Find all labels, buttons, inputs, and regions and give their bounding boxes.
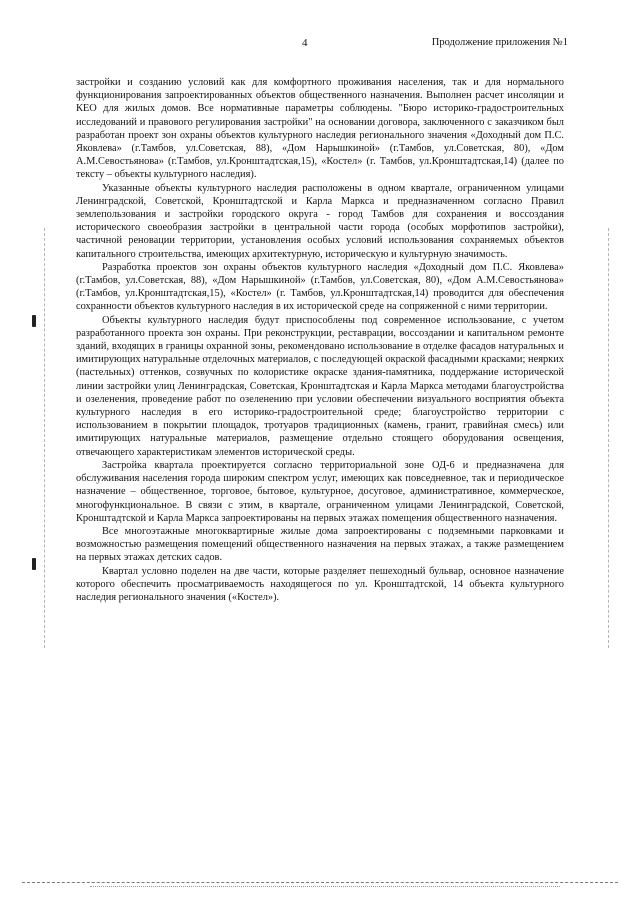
footer-rule bbox=[90, 886, 560, 887]
running-header: Продолжение приложения №1 bbox=[431, 37, 568, 48]
paragraph-1: застройки и созданию условий как для комфортного проживания населения, так и для нормального функционирования запроектированных объектов общественного назначения. Выполнен расчет инсоляции и КЕО для жилых домов. Все нормативные параметры соблюдены. "Бюро историко-градостроительных исследований и правового регулирования застройки" на основании договора, заключенного с заказчиком был разработан проект зон охраны объектов культурного наследия регионального значения «Доходный дом П.С. Яковлева» (г.Тамбов, ул.Советская, 88), «Дом Нарышкиной» (г.Тамбов, ул.Советская, 80), «Дом А.М.Севостьянова» (г.Тамбов, ул.Кронштадтская,15), «Костел» (г. Тамбов, ул.Кронштадтская,14) (далее по тексту – объекты культурного наследия). bbox=[76, 77, 564, 181]
page-number: 4 bbox=[302, 37, 308, 49]
document-body bbox=[76, 76, 564, 604]
paragraph-5: Застройка квартала проектируется согласно территориальной зоне ОД-6 и предназначена для обслуживания населения города широким спектром услуг, имеющих как повседневное, так и периодическое назначение – общественное, торговое, бытовое, культурное, досуговое, административное, коммерческое, многофункциональное. В связи с этим, в квартале, ограниченном улицами Ленинградской, Советской, Кронштадтской и Карла Маркса запроектированы на первых этажах помещения общественного назначения. bbox=[76, 459, 564, 524]
punch-hole-mark bbox=[32, 315, 36, 327]
punch-hole-mark bbox=[32, 558, 36, 570]
scan-edge-marks bbox=[44, 228, 45, 648]
paragraph-2: Указанные объекты культурного наследия расположены в одном квартале, ограниченном улицами Ленинградской, Советской, Кронштадтской и Карла Маркса и предназначенном согласно Правил землепользования и застройки городского округа - город Тамбов для сохранения и воссоздания исторического своеобразия застройки в центральной части города (особых морфотипов застройки), частичной реновации территории, установления особых условий использования сохраняемых объектов капитального строительства, имеющих архитектурную, историческую и культурную значимость. bbox=[76, 182, 564, 260]
paragraph-6: Все многоэтажные многоквартирные жилые дома запроектированы с подземными парковками и возможностью размещения помещений общественного назначения на первых этажах, а также размещением на первых этажах детских садов. bbox=[76, 525, 564, 564]
paragraph-7: Квартал условно поделен на две части, которые разделяет пешеходный бульвар, основное назначение которого обеспечить просматриваемость находящегося по ул. Кронштадтской, 14 объекта культурного наследия регионального значения («Костел»). bbox=[76, 565, 564, 603]
paragraph-3: Разработка проектов зон охраны объектов культурного наследия «Доходный дом П.С. Яковлева» (г.Тамбов, ул.Советская, 88), «Дом Нарышкиной» (г.Тамбов, ул.Советская, 80), «Дом А.М.Севостьянова» (г.Тамбов, ул.Кронштадтская,15), «Костел» (г. Тамбов, ул.Кронштадтская,14) проводится для обеспечения сохранности объектов культурного наследия в их исторической среде на сопряженной с ними территории. bbox=[76, 261, 564, 313]
scan-edge-marks bbox=[608, 228, 609, 648]
paragraph-4: Объекты культурного наследия будут приспособлены под современное использование, с учетом разработанного проекта зон охраны. При реконструкции, реставрации, воссоздании и капитальном ремонте зданий, входящих в границы охранной зоны, рекомендовано использование в отделке фасадов натуральных и имитирующих натуральные отделочных материалов, с последующей окраской фасадными красками; неярких (пастельных) оттенков, созвучных по колористике окраске здания-памятника, поддержание исторической линии застройки улиц Ленинградская, Советская, Кронштадтская и Карла Маркса методами благоустройства и озеленения, проведение работ по озеленению при условии обеспечении визуального восприятия объекта культурного наследия в его историко-градостроительной среде; благоустройство территории с использованием в покрытии площадок, тротуаров традиционных (камень, гранит, гравийная смесь) или имитирующих натуральные материалов, размещение отдельно стоящего оборудования освещения, отвечающего характеристикам элементов исторической среды. bbox=[76, 314, 564, 458]
footer-rule bbox=[22, 882, 618, 883]
